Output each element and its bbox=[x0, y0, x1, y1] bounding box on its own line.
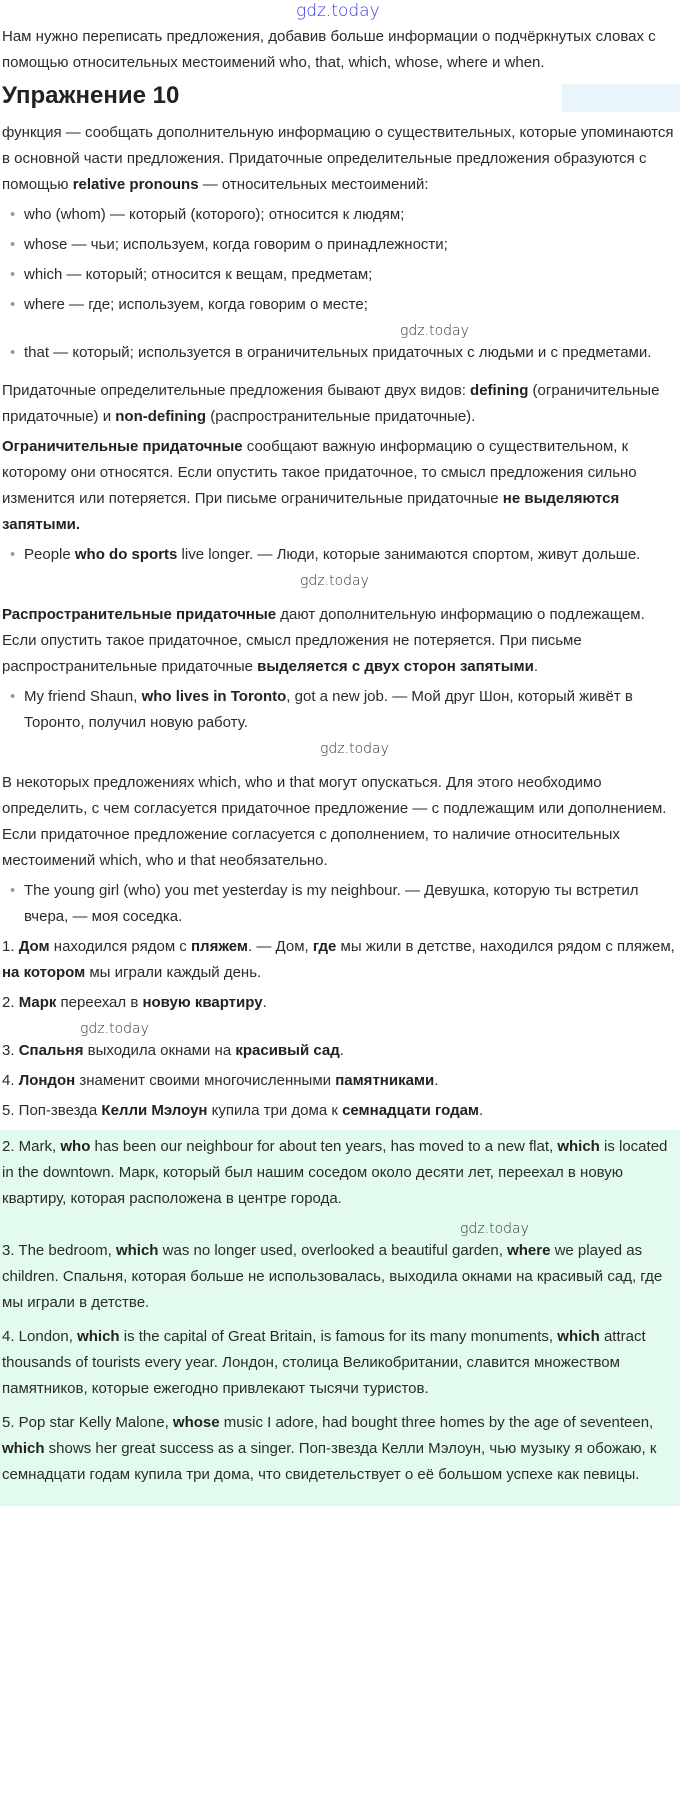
heading-row bbox=[0, 80, 680, 114]
text: , got a new job. — Мой друг Шон, который живёт в Торонто, получил новую работу. bbox=[24, 688, 633, 731]
list-item bbox=[0, 292, 680, 318]
theory-section bbox=[0, 114, 680, 1124]
bold-text: who do sports bbox=[74, 546, 178, 563]
bold-text: красивый сад bbox=[235, 1042, 340, 1059]
bold-text: семнадцати годам bbox=[342, 1102, 480, 1119]
text: Придаточные определительные предложения бывают двух видов: bbox=[2, 382, 471, 399]
bold-text: which bbox=[557, 1138, 600, 1155]
paragraph bbox=[0, 120, 680, 198]
watermark: gdz.today bbox=[320, 741, 389, 757]
page-title: Упражнение 10 bbox=[2, 82, 180, 109]
text: функция — сообщать дополнительную информацию о существительных, которые упоминаются в основной части предложения. Придаточные определительные предложения образуются с помощью bbox=[2, 124, 674, 193]
text: where — где; используем, когда говорим о месте; bbox=[24, 296, 368, 313]
text: знаменит своими многочисленными bbox=[75, 1072, 336, 1089]
text: 2. bbox=[2, 994, 19, 1011]
text: купила три дома к bbox=[207, 1102, 343, 1119]
list-item bbox=[0, 684, 680, 736]
text: 4. bbox=[2, 1072, 19, 1089]
text: мы жили в детстве, находился рядом с пляжем, bbox=[336, 938, 675, 955]
bold-text: relative pronouns bbox=[72, 176, 199, 193]
text: live longer. — Люди, которые занимаются спортом, живут дольше. bbox=[177, 546, 641, 563]
text: . bbox=[479, 1102, 484, 1119]
watermark: gdz.today bbox=[460, 1221, 529, 1237]
text: (ограничительные придаточные) и bbox=[2, 382, 660, 425]
bold-text: выделяется с двух сторон запятыми bbox=[257, 658, 534, 675]
intro-text: Нам нужно переписать предложения, добавив больше информации о подчёркнутых словах с помощью относительных местоимений who, that, which, whose, where и when. bbox=[2, 28, 656, 71]
paragraph bbox=[0, 1410, 680, 1488]
text: находился рядом с bbox=[49, 938, 191, 955]
bold-text: на котором bbox=[2, 964, 86, 981]
text: My friend Shaun, bbox=[24, 688, 142, 705]
text: 1. bbox=[2, 938, 19, 955]
bold-text: памятниками bbox=[335, 1072, 435, 1089]
text: 3. The bedroom, bbox=[2, 1242, 116, 1259]
toolbar-button[interactable] bbox=[562, 84, 680, 112]
bold-text: which bbox=[557, 1328, 600, 1345]
paragraph bbox=[0, 1098, 680, 1124]
bold-text: не выделяются запятыми. bbox=[2, 490, 620, 533]
text: 3. bbox=[2, 1042, 19, 1059]
paragraph bbox=[0, 770, 680, 874]
paragraph bbox=[0, 602, 680, 680]
bold-text: where bbox=[507, 1242, 551, 1259]
text: — относительных местоимений: bbox=[198, 176, 429, 193]
bold-text: which bbox=[2, 1440, 45, 1457]
bold-text: whose bbox=[172, 1414, 220, 1431]
watermark: gdz.today bbox=[300, 573, 369, 589]
text: The young girl (who) you met yesterday is my neighbour. — Девушка, которую ты встретил вчера, — моя соседка. bbox=[24, 882, 639, 925]
paragraph bbox=[0, 378, 680, 430]
list-item bbox=[0, 232, 680, 258]
bold-text: who bbox=[60, 1138, 91, 1155]
text: (распространительные придаточные). bbox=[206, 408, 476, 425]
text: В некоторых предложениях which, who и that могут опускаться. Для этого необходимо определить, с чем согласуется придаточное предложение — с подлежащим или дополнением. Если придаточное предложение согласуется с дополнением, то наличие относительных местоимений which, who и that необязательно. bbox=[2, 774, 667, 869]
list-item bbox=[0, 878, 680, 930]
text: attract thousands of tourists every year. Лондон, столица Великобритании, славится множеством памятников, которые ежегодно привлекают тысячи туристов. bbox=[2, 1328, 646, 1397]
text: . bbox=[533, 658, 539, 675]
bold-text: Спальня bbox=[18, 1042, 84, 1059]
text: that — который; используется в ограничительных придаточных с людьми и с предметами. bbox=[24, 344, 652, 361]
text: is the capital of Great Britain, is famous for its many monuments, bbox=[119, 1328, 558, 1345]
text: . bbox=[262, 994, 267, 1011]
text: дают дополнительную информацию о подлежащем. Если опустить такое придаточное, смысл предложения не потеряется. При письме распространительные придаточные bbox=[2, 606, 645, 675]
text: сообщают важную информацию о существительном, к которому они относятся. Если опустить такое придаточное, то смысл предложения сильно изменится или потеряется. При письме ограничительные придаточные bbox=[2, 438, 637, 507]
text: . — Дом, bbox=[248, 938, 313, 955]
bold-text: Распространительные придаточные bbox=[2, 606, 277, 623]
bold-text: Ограничительные придаточные bbox=[2, 438, 243, 455]
bold-text: новую квартиру bbox=[142, 994, 263, 1011]
text: переехал в bbox=[56, 994, 143, 1011]
bold-text: who lives in Toronto bbox=[141, 688, 287, 705]
watermark: gdz.today bbox=[296, 1, 380, 21]
text: music I adore, had bought three homes by the age of seventeen, bbox=[219, 1414, 654, 1431]
bold-text: Келли Мэлоун bbox=[101, 1102, 208, 1119]
paragraph bbox=[0, 1324, 680, 1402]
paragraph bbox=[0, 1068, 680, 1094]
text: 5. Поп-звезда bbox=[2, 1102, 102, 1119]
text: has been our neighbour for about ten years, has moved to a new flat, bbox=[90, 1138, 558, 1155]
paragraph bbox=[0, 934, 680, 986]
bold-text: Лондон bbox=[18, 1072, 76, 1089]
text: who (whom) — который (которого); относится к людям; bbox=[24, 206, 405, 223]
text: 4. London, bbox=[2, 1328, 78, 1345]
text: 5. Pop star Kelly Malone, bbox=[2, 1414, 173, 1431]
text: is located in the downtown. Марк, который был нашим соседом около десяти лет, переехал в новую квартиру, которая расположена в центре города. bbox=[2, 1138, 668, 1207]
text: . bbox=[434, 1072, 439, 1089]
text: мы играли каждый день. bbox=[85, 964, 262, 981]
bold-text: non-defining bbox=[115, 408, 207, 425]
bold-text: defining bbox=[470, 382, 529, 399]
paragraph bbox=[0, 1038, 680, 1064]
paragraph bbox=[0, 1134, 680, 1212]
bold-text: which bbox=[77, 1328, 120, 1345]
top-bar bbox=[0, 0, 680, 24]
text: 2. Mark, bbox=[2, 1138, 61, 1155]
list-item bbox=[0, 340, 680, 366]
watermark: gdz.today bbox=[80, 1021, 149, 1037]
watermark: gdz.today bbox=[400, 323, 469, 339]
text: shows her great success as a singer. Поп-звезда Келли Мэлоун, чью музыку я обожаю, к семнадцати годам купила три дома, что свидетельствует о её большом успехе как певицы. bbox=[2, 1440, 657, 1483]
text: People bbox=[24, 546, 75, 563]
list-item bbox=[0, 542, 680, 568]
bold-text: пляжем bbox=[190, 938, 249, 955]
list-item bbox=[0, 202, 680, 228]
bold-text: Дом bbox=[18, 938, 50, 955]
text: was no longer used, overlooked a beautiful garden, bbox=[158, 1242, 508, 1259]
paragraph bbox=[0, 1238, 680, 1316]
paragraph bbox=[0, 434, 680, 538]
paragraph bbox=[0, 990, 680, 1016]
bold-text: где bbox=[312, 938, 337, 955]
answer-section bbox=[0, 1130, 680, 1506]
text: we played as children. Спальня, которая больше не использовалась, выходила окнами на красивый сад, где мы играли в детстве. bbox=[2, 1242, 663, 1311]
bold-text: Марк bbox=[18, 994, 57, 1011]
text: whose — чьи; используем, когда говорим о принадлежности; bbox=[24, 236, 448, 253]
list-item bbox=[0, 262, 680, 288]
text: выходила окнами на bbox=[83, 1042, 236, 1059]
bold-text: which bbox=[115, 1242, 159, 1259]
text: . bbox=[339, 1042, 344, 1059]
text: which — который; относится к вещам, предметам; bbox=[24, 266, 373, 283]
